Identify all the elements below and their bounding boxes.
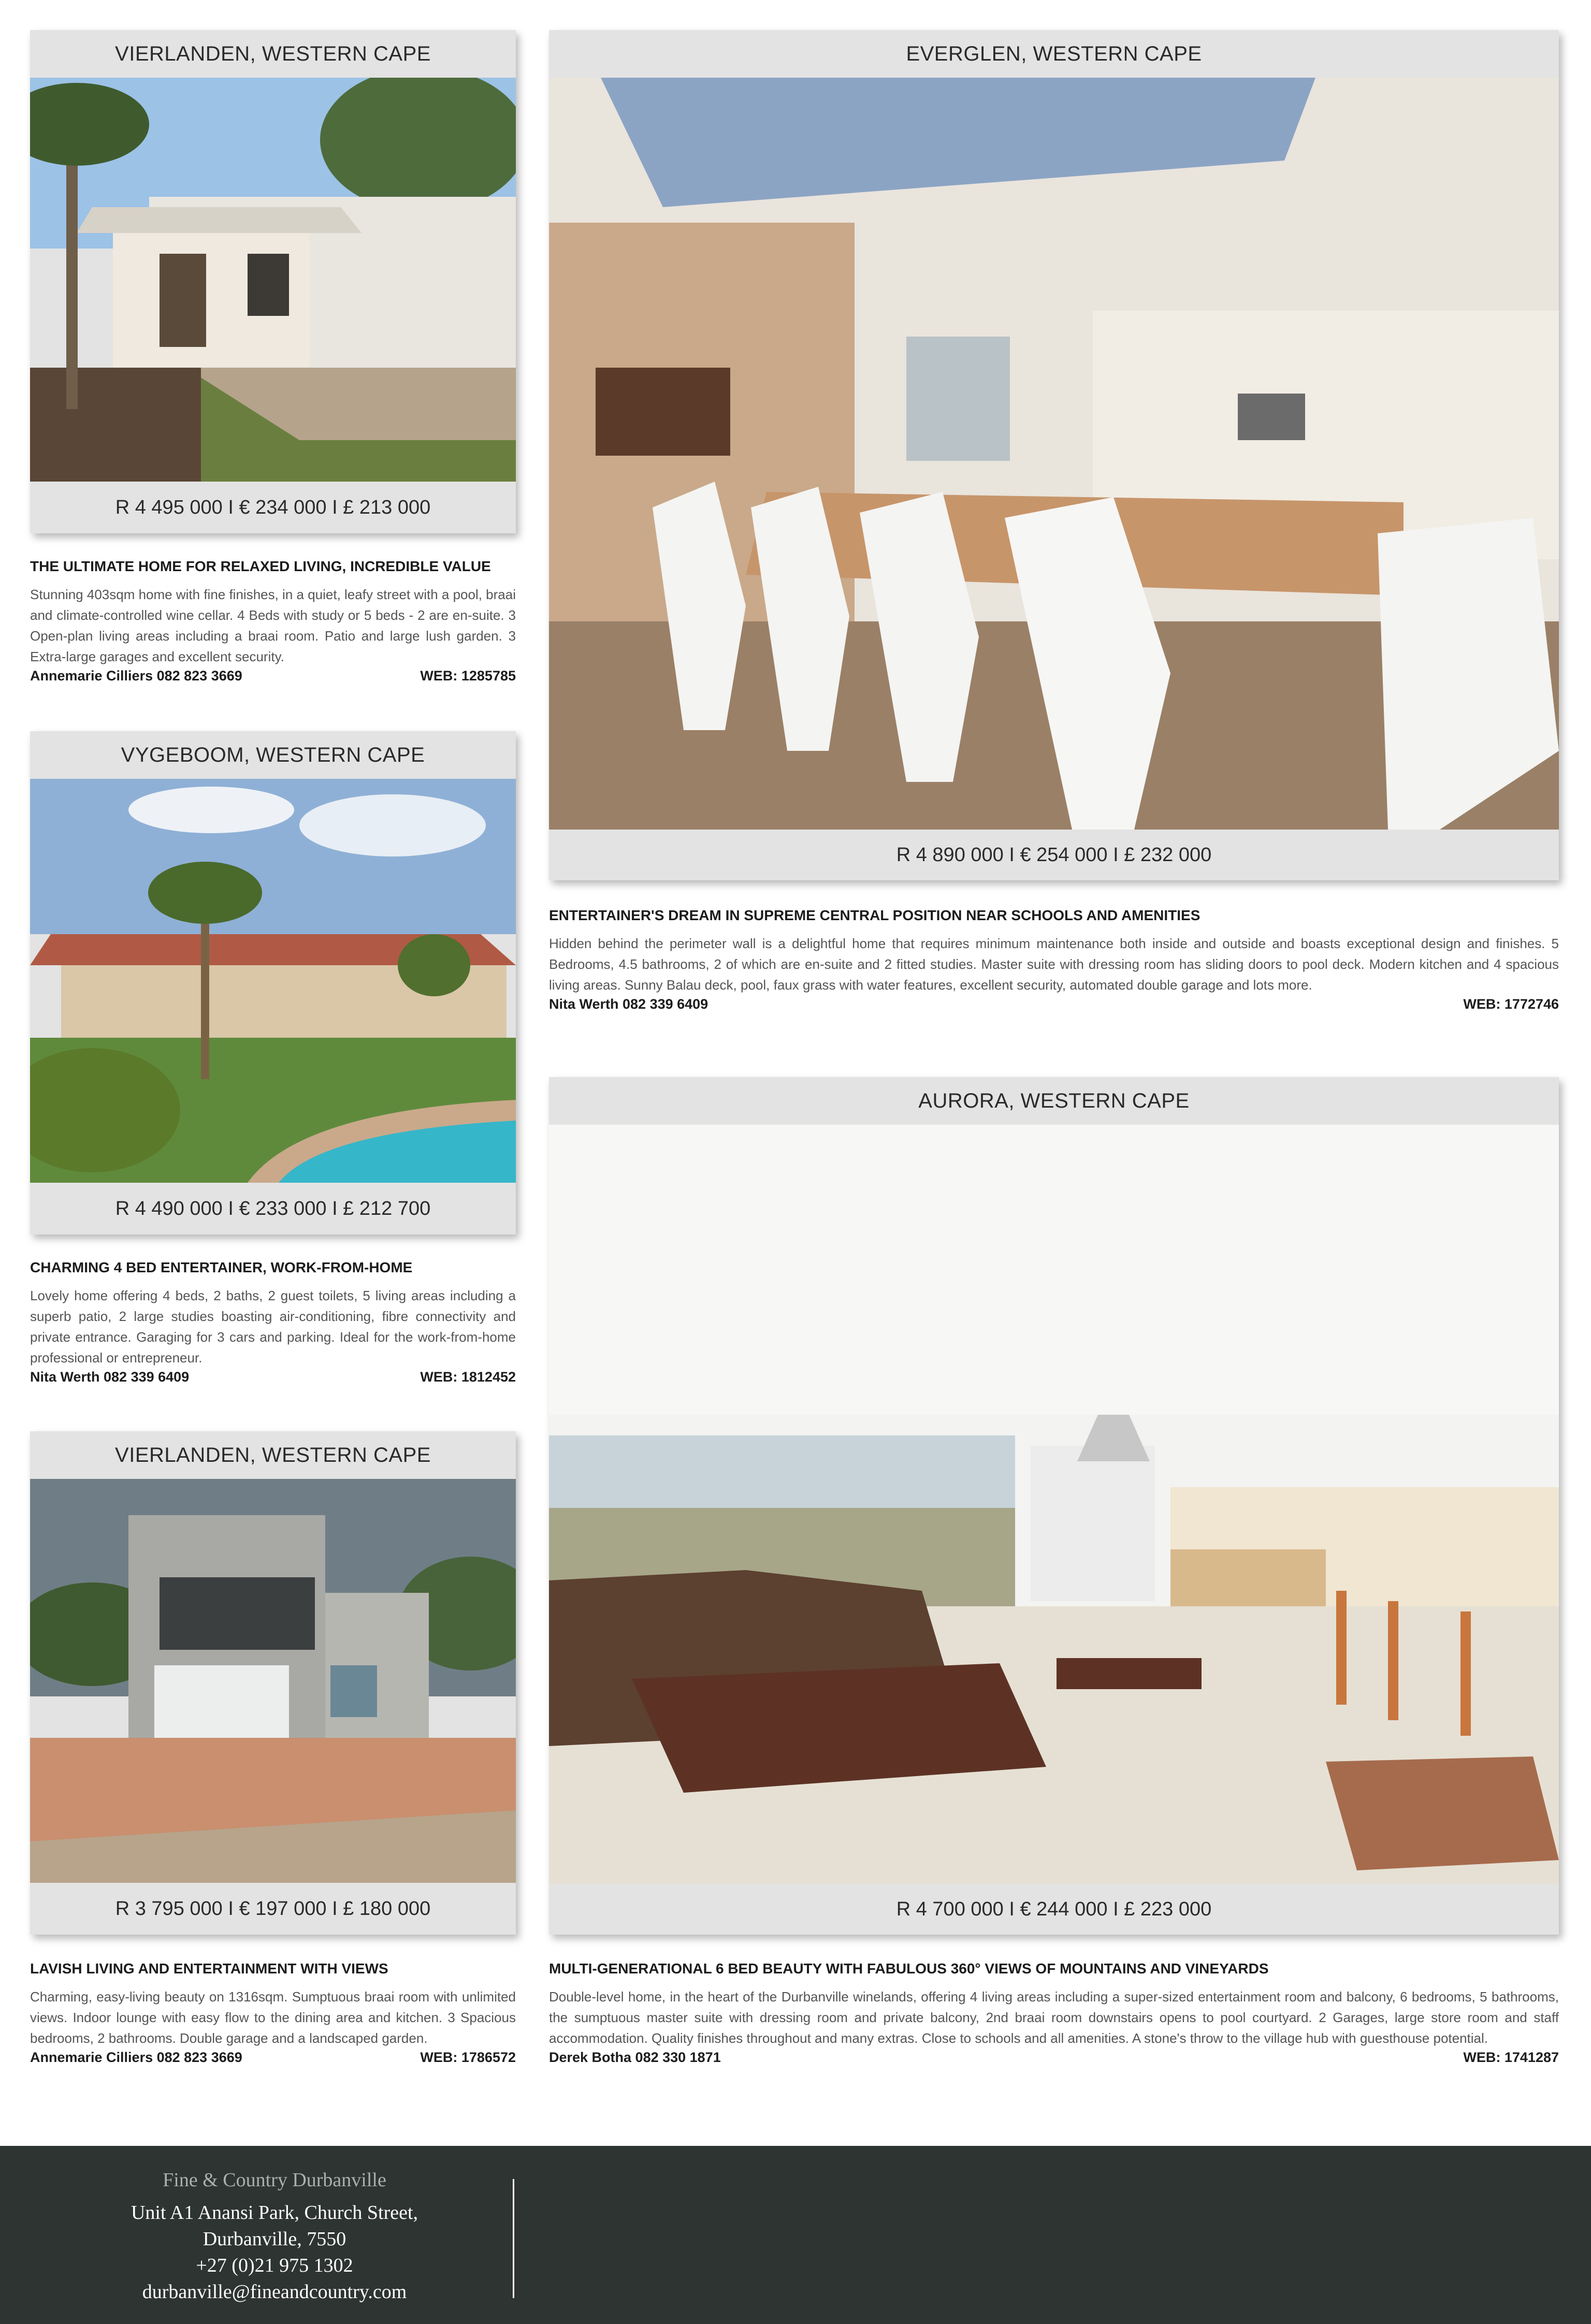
office-email[interactable]: durbanville@fineandcountry.com	[142, 2281, 407, 2303]
listing-location: VIERLANDEN, WESTERN CAPE	[115, 1444, 431, 1466]
web-reference[interactable]: WEB: 1741287	[1463, 2050, 1559, 2065]
web-reference[interactable]: WEB: 1786572	[420, 2050, 516, 2065]
listing-location: EVERGLEN, WESTERN CAPE	[906, 42, 1202, 65]
property-photo	[30, 1479, 516, 1883]
listing-details	[30, 1259, 516, 1385]
listing-location: VIERLANDEN, WESTERN CAPE	[115, 42, 431, 65]
listing-headline: MULTI-GENERATIONAL 6 BED BEAUTY WITH FABULOUS 360° VIEWS OF MOUNTAINS AND VINEYARDS	[549, 1960, 1269, 1977]
listing-card-vierlanden-1	[30, 30, 516, 533]
property-photo	[30, 779, 516, 1183]
listing-card-vierlanden-2	[30, 1431, 516, 1935]
listing-headline: THE ULTIMATE HOME FOR RELAXED LIVING, INCREDIBLE VALUE	[30, 558, 491, 574]
property-photo	[30, 78, 516, 482]
listing-description: Stunning 403sqm home with fine finishes, in a quiet, leafy street with a pool, braai and climate-controlled wine cellar. 4 Beds with study or 5 beds - 2 are en-suite. 3 Open-plan living areas including a braai room. Patio and large lush garden. 3 Extra-large garages and excellent security.	[30, 587, 516, 664]
listing-description: Lovely home offering 4 beds, 2 baths, 2 guest toilets, 5 living areas including a superb patio, 2 large studies boasting air-conditioning, fibre connectivity and private entrance. Garaging for 3 cars and parking. Ideal for the work-from-home professional or entrepreneur.	[30, 1288, 516, 1366]
web-reference[interactable]: WEB: 1772746	[1463, 996, 1559, 1012]
office-name: Fine & Country Durbanville	[163, 2169, 386, 2191]
listing-headline: ENTERTAINER'S DREAM IN SUPREME CENTRAL POSITION NEAR SCHOOLS AND AMENITIES	[549, 907, 1201, 923]
agent-contact: Annemarie Cilliers 082 823 3669	[30, 668, 242, 684]
agent-contact: Derek Botha 082 330 1871	[549, 2050, 721, 2065]
listing-card-everglen	[549, 30, 1559, 880]
listing-location: VYGEBOOM, WESTERN CAPE	[121, 744, 425, 766]
listing-card-vygeboom	[30, 731, 516, 1234]
listing-price: R 4 890 000 I € 254 000 I £ 232 000	[896, 844, 1212, 866]
office-footer	[0, 2146, 1591, 2324]
listing-details	[549, 907, 1559, 1012]
office-address-line-1: Unit A1 Anansi Park, Church Street,	[131, 2202, 418, 2224]
listing-price: R 4 490 000 I € 233 000 I £ 212 700	[115, 1198, 431, 1219]
property-photo	[549, 78, 1559, 830]
listing-price: R 4 495 000 I € 234 000 I £ 213 000	[115, 497, 431, 518]
office-phone[interactable]: +27 (0)21 975 1302	[196, 2255, 353, 2276]
listing-headline: CHARMING 4 BED ENTERTAINER, WORK-FROM-HOME	[30, 1259, 413, 1275]
listing-headline: LAVISH LIVING AND ENTERTAINMENT WITH VIEWS	[30, 1960, 388, 1977]
agent-contact: Nita Werth 082 339 6409	[549, 996, 708, 1012]
listing-description: Charming, easy-living beauty on 1316sqm. Sumptuous braai room with unlimited views. Indoor lounge with easy flow to the dining area and kitchen. 3 Spacious bedrooms, 2 bathrooms. Double garage and a landscaped garden.	[30, 1989, 516, 2046]
footer-divider	[513, 2179, 514, 2298]
listing-description: Double-level home, in the heart of the Durbanville winelands, offering 4 living areas including a super-sized entertainment room and balcony, 6 bedrooms, 5 bathrooms, the sumptuous master suite with dressing room and private balcony, 2nd braai room downstairs opens to pool courtyard. 2 Garages, large store room and staff accommodation. Quality finishes throughout and many extras. Close to schools and all amenities. A stone's throw to the village hub with guesthouse potential.	[549, 1989, 1559, 2046]
listing-card-aurora	[549, 1077, 1559, 1935]
web-reference[interactable]: WEB: 1812452	[420, 1369, 516, 1385]
property-photo	[549, 1125, 1559, 1884]
listing-description: Hidden behind the perimeter wall is a delightful home that requires minimum maintenance both inside and outside and boasts exceptional design and finishes. 5 Bedrooms, 4.5 bathrooms, 2 of which are en-suite and 2 fitted studies. Master suite with dressing room has sliding doors to pool deck. Modern kitchen and 4 spacious living areas. Sunny Balau deck, pool, faux grass with water features, excellent security, automated double garage and lots more.	[549, 936, 1559, 993]
listing-location: AURORA, WESTERN CAPE	[918, 1090, 1190, 1112]
listing-price: R 3 795 000 I € 197 000 I £ 180 000	[115, 1898, 431, 1920]
agent-contact: Nita Werth 082 339 6409	[30, 1369, 190, 1385]
office-contact-block	[31, 2169, 518, 2305]
listing-details	[30, 1960, 516, 2066]
web-reference[interactable]: WEB: 1285785	[420, 668, 516, 684]
listing-details	[549, 1960, 1559, 2066]
listing-details	[30, 558, 516, 684]
listing-price: R 4 700 000 I € 244 000 I £ 223 000	[896, 1898, 1212, 1920]
agent-contact: Annemarie Cilliers 082 823 3669	[30, 2050, 242, 2065]
office-address-line-2: Durbanville, 7550	[203, 2228, 346, 2250]
